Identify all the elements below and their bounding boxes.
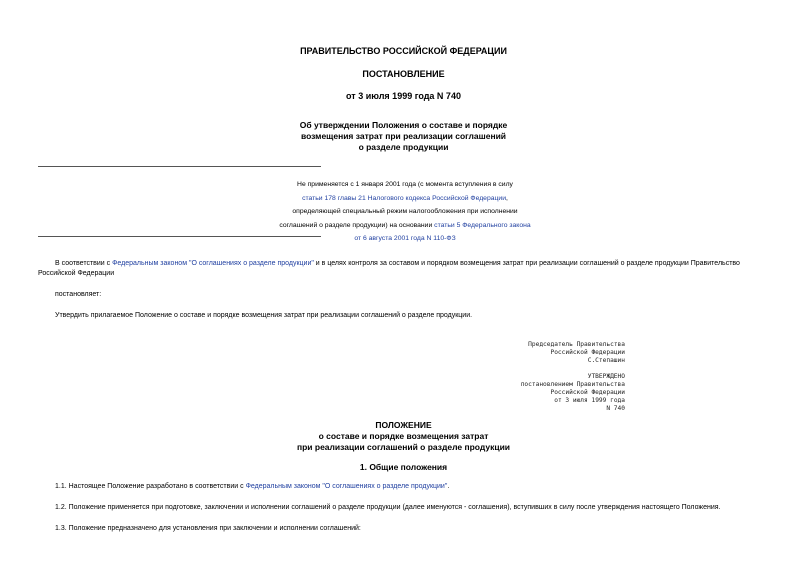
section-heading: 1. Общие положения [359, 462, 448, 472]
regulation-title-line: ПОЛОЖЕНИЕ [375, 420, 432, 430]
clause-1-1 [55, 482, 449, 492]
preamble-text: и в целях контроля за составом и порядком возмещения затрат при реализации соглашений о разделе продукции Правительство Российской Федерации [38, 260, 740, 277]
federal-law-article-link[interactable]: статьи 5 Федерального закона [434, 221, 531, 229]
preamble-text: В соответствии с [55, 260, 113, 267]
approval-line: постановлением Правительства [520, 381, 625, 388]
resolves-text: постановляет: [55, 291, 102, 298]
date-number: от 3 июля 1999 года N 740 [346, 91, 461, 101]
signature-line: Председатель Правительства [528, 341, 625, 348]
clause-punct: . [447, 483, 450, 490]
note-line [255, 192, 555, 206]
regulation-title-line: при реализации соглашений о разделе продукции [296, 442, 511, 452]
federal-law-date-link[interactable]: от 6 августа 2001 года N 110-ФЗ [354, 235, 456, 242]
tax-code-link[interactable]: статьи 178 главы 21 Налогового кодекса Российской Федерации [302, 194, 507, 202]
signature-line: С.Степашин [587, 357, 625, 364]
clause-text: 1.1. Настоящее Положение разработано в соответствии с [55, 483, 246, 490]
title-line: Об утверждении Положения о составе и порядке [299, 120, 508, 130]
doc-type-heading: ПОСТАНОВЛЕНИЕ [362, 69, 445, 79]
approval-line: N 740 [606, 405, 625, 412]
signature-block [528, 341, 625, 365]
approval-block [521, 373, 625, 413]
preamble-paragraph [38, 259, 770, 279]
note-text: соглашений о разделе продукции) на основании [279, 221, 435, 229]
approval-line: от 3 июля 1999 года [554, 397, 625, 404]
approval-line: УТВЕРЖДЕНО [587, 373, 625, 380]
regulation-title-line: о составе и порядке возмещения затрат [318, 431, 489, 441]
note-punct: , [506, 194, 508, 202]
title-line: о разделе продукции [358, 142, 449, 152]
note-line: определяющей специальный режим налогообложения при исполнении [292, 208, 518, 215]
government-heading: ПРАВИТЕЛЬСТВО РОССИЙСКОЙ ФЕДЕРАЦИИ [300, 46, 507, 56]
approve-paragraph: Утвердить прилагаемое Положение о составе и порядке возмещения затрат при реализации соглашений о разделе продукции. [55, 312, 473, 319]
psa-law-link[interactable]: Федеральным законом "О соглашениях о разделе продукции" [112, 260, 314, 267]
note-line: Не применяется с 1 января 2001 года (с момента вступления в силу [297, 181, 513, 188]
signature-line: Российской Федерации [550, 349, 625, 356]
clause-1-3: 1.3. Положение предназначено для установления при заключении и исполнении соглашений: [55, 525, 361, 532]
psa-law-link-2[interactable]: Федеральным законом "О соглашениях о разделе продукции" [245, 483, 448, 490]
clause-1-2: 1.2. Положение применяется при подготовке, заключении и исполнении соглашений о разделе продукции (далее именуются - соглашения), вступивших в силу после утверждения настоящего Положения. [55, 504, 721, 511]
divider-bottom [38, 236, 321, 237]
regulation-title [0, 420, 807, 453]
title-line: возмещения затрат при реализации соглашений [300, 131, 507, 141]
approval-line: Российской Федерации [550, 389, 625, 396]
note-line [255, 232, 555, 246]
document-title [0, 120, 807, 153]
divider-top [38, 166, 321, 167]
note-line [255, 219, 555, 233]
